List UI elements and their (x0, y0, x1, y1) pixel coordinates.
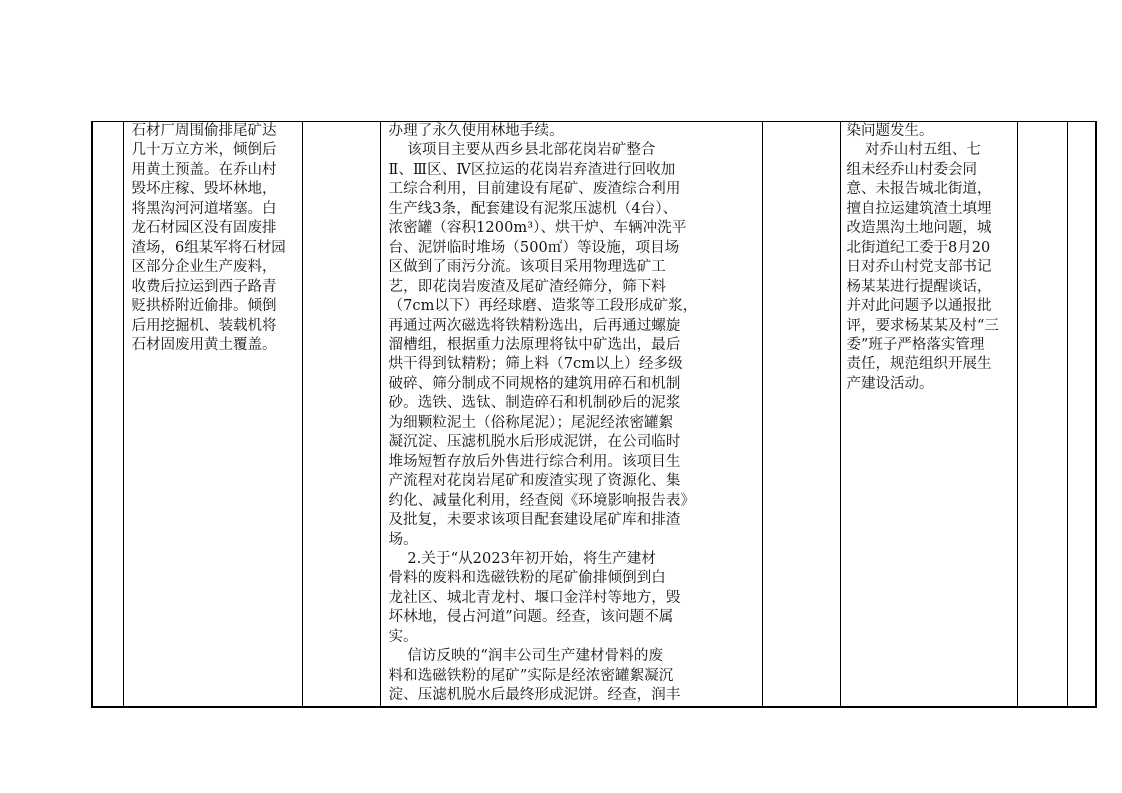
problem-description-text: 石材厂周围偷排尾矿达 几十万立方米，倾倒后 用黄土预盖。在乔山村 毁坏庄稼、毁坏林地， 将黑沟河河道堵塞。白 龙石材园区没有固废排 渣场，6组某军将石材园 区部分企业生产废料， 收费后拉运到西子路青 贬拱桥附近偷排。倾倒 后用挖掘机、装载机将 石材固废用黄土覆盖。 (131, 123, 286, 353)
cell-problem-description (123, 122, 302, 707)
cell-empty-col7 (1017, 122, 1067, 707)
table-row (92, 122, 1096, 707)
cell-empty-col5 (762, 122, 840, 707)
cell-investigation-result (380, 122, 762, 707)
cell-handling-status (840, 122, 1017, 707)
handling-status-text: 染问题发生。 对乔山村五组、七 组未经乔山村委会同 意、未报告城北街道， 擅自拉运建筑渣土填埋 改造黑沟土地问题，城 北街道纪工委于8月20 日对乔山村党支部书记 杨某某进行提醒谈话， 并对此问题予以通报批 评，要求杨某某及村“三 委”班子严格落实管理 责任，规范组织开展生 产建设活动。 (846, 123, 999, 392)
document-table (91, 121, 1097, 708)
cell-empty-col8 (1067, 122, 1096, 707)
cell-index (92, 122, 123, 707)
investigation-result-text: 办理了永久使用林地手续。 该项目主要从西乡县北部花岗岩矿整合 Ⅱ、Ⅲ区、Ⅳ区拉运的花岗岩弃渣进行回收加 工综合利用，目前建设有尾矿、废渣综合利用 生产线3条，配套建设有泥浆压滤机（4台）、 浓密罐（容积1200m³）、烘干炉、车辆冲洗平 台、泥饼临时堆场（500㎡）等设施，项目场 区做到了雨污分流。该项目采用物理选矿工 艺，即花岗岩废渣及尾矿渣经筛分，筛下料 （7cm以下）再经球磨、造浆等工段形成矿浆， 再通过两次磁选将铁精粉选出，后再通过螺旋 溜槽组，根据重力法原理将钛中矿选出，最后 烘干得到钛精粉；筛上料（7cm以上）经多级 破碎、筛分制成不同规格的建筑用碎石和机制 砂。选铁、选钛、制造碎石和机制砂后的泥浆 为细颗粒泥土（俗称尾泥）；尾泥经浓密罐絮 凝沉淀、压滤机脱水后形成泥饼，在公司临时 堆场短暂存放后外售进行综合利用。该项目生 产流程对花岗岩尾矿和废渣实现了资源化、集 约化、减量化利用，经查阅《环境影响报告表》 及批复，未要求该项目配套建设尾矿库和排渣 场。 2.关于“从2023年初开始，将生产建材 骨料的废料和选磁铁粉的尾矿偷排倾倒到白 龙社区、城北青龙村、堰口金洋村等地方，毁 坏林地，侵占河道”问题。经查，该问题不属 实。 信访反映的“润丰公司生产建材骨料的废 料和选磁铁粉的尾矿”实际是经浓密罐絮凝沉 淀、压滤机脱水后最终形成泥饼。经查，润丰 (388, 123, 698, 704)
cell-empty-col3 (302, 122, 380, 707)
